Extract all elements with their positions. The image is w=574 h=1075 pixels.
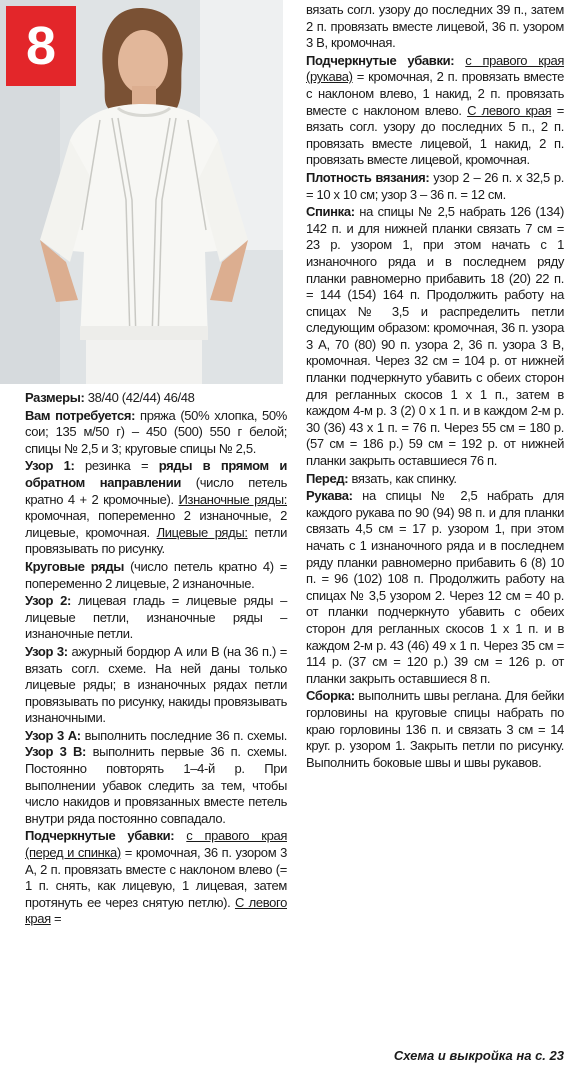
pattern3a-label: Узор 3 А: bbox=[25, 727, 81, 743]
front-text: вязать, как спинку. bbox=[348, 470, 457, 486]
pattern1-text-c: (число петель кратно 4 + 2 кромочные). bbox=[25, 474, 288, 507]
round-rows-text: (число петель кратно 4) = попеременно 2 лицевые, 2 изнаночные. bbox=[25, 558, 287, 591]
pattern1-text-d: кромочная, попеременно 2 изнаночные, 2 лицевые, кромочная. bbox=[25, 508, 287, 540]
sleeve-decreases-right-edge: с правого края (рукава) bbox=[306, 52, 565, 85]
assembly-text: выполнить швы реглана. Для бейки горловины на круговые спицы набрать по краю горловины 136 п. и связать 3 см = 14 круг. р. узором 1. Закрыть петли по рисунку. Выполнить боковые швы и швы рукавов. bbox=[306, 688, 564, 770]
pattern3a-text: выполнить последние 36 п. схемы. bbox=[80, 727, 287, 743]
decreases-text-a: = кромочная, 36 п. узором 3 А, 2 п. провязать вместе с наклоном влево (= 1 п. снять, как лицевую, 1 лицевая, затем протянуть ее через снятую петлю). bbox=[25, 845, 287, 910]
sizes-paragraph bbox=[25, 390, 287, 407]
assembly-label: Сборка: bbox=[306, 688, 355, 704]
pattern-number-badge: 8 bbox=[6, 6, 76, 86]
decreases-text-b: = bbox=[50, 911, 62, 927]
chart-reference-footer: Схема и выкройка на с. 23 bbox=[393, 1048, 564, 1063]
continuation-paragraph bbox=[306, 2, 564, 52]
sizes-label: Размеры: bbox=[25, 390, 85, 405]
decreases-left-edge: С левого края bbox=[25, 894, 287, 927]
pattern1-label: Узор 1: bbox=[25, 458, 75, 474]
back-text: на спицы № 2,5 набрать 126 (134) 142 п. и для нижней планки связать 7 см = 23 р. узором 1, при этом начать с 1 изнаночного ряда и в последнем ряду планки равномерно прибавить 18 (20) 22 п. = 144 (154) 164 п. Продолжить работу на спицах № 3,5 и распределить петли следующим образом: кромочная, 36 п. узора 3 А, 70 (80) 90 п. узора 2, 36 п. узора 3 В, кромочная. Через 32 см = 104 р. от нижней планки подчеркнуто убавить с обеих сторон для регланных скосов 1 х 1 п., затем в каждом 4-м р. 3 (2) 0 х 1 п. и в каждом 2-м р. 30 (36) 43 х 1 п. = 76 п. Через 55 см = 180 р. (57 см = 186 р.) 59 см = 192 р. от нижней планки закрыть оставшиеся 76 п. bbox=[306, 204, 564, 469]
decreases-label: Подчеркнутые убавки: bbox=[25, 828, 175, 844]
pattern2-label: Узор 2: bbox=[25, 593, 71, 609]
materials-paragraph bbox=[25, 408, 287, 458]
pattern1-paragraph bbox=[25, 458, 287, 558]
pattern1-text-a: резинка = bbox=[74, 458, 159, 474]
round-rows-paragraph bbox=[25, 559, 287, 592]
pattern1-text-e: петли провязывать по рисунку. bbox=[25, 524, 287, 557]
sleeve-decreases-text-b: = вязать согл. узору до последних 5 п., 2 п. провязать вместе лицевой, 1 накид, 2 п. провязать вместе лицевой, кромочная. bbox=[306, 102, 564, 168]
sleeve-decreases-paragraph bbox=[306, 53, 564, 169]
sleeve-decreases-label: Подчеркнутые убавки: bbox=[306, 52, 455, 68]
pattern3-label: Узор 3: bbox=[25, 643, 68, 659]
pattern3-paragraph bbox=[25, 644, 287, 727]
pattern1-rows-label: ряды в прямом и обратном направлении bbox=[25, 458, 287, 490]
materials-label: Вам потребуется: bbox=[25, 407, 136, 423]
pattern3ab-paragraph bbox=[25, 728, 287, 828]
back-label: Спинка: bbox=[306, 204, 355, 220]
sleeve-decreases-left-edge: С левого края bbox=[467, 102, 552, 118]
pattern2-paragraph bbox=[25, 593, 287, 643]
assembly-paragraph bbox=[306, 688, 564, 771]
decreases-right-edge: с правого края (перед и спинка) bbox=[25, 828, 288, 861]
sleeves-label: Рукава: bbox=[306, 488, 353, 504]
continuation-text: вязать согл. узору до последних 39 п., затем 2 п. провязать вместе лицевой, 36 п. узором 3 В, кромочная. bbox=[306, 2, 564, 51]
front-label: Перед: bbox=[306, 470, 349, 486]
sleeves-paragraph bbox=[306, 488, 564, 687]
round-rows-label: Круговые ряды bbox=[25, 558, 125, 574]
pattern3b-text: выполнить первые 36 п. схемы. Постоянно повторять 1–4-й р. При выполнении убавок следить за тем, чтобы число накидов и провязанных вместе петель внутри ряда постоянно совпадало. bbox=[25, 744, 287, 826]
pattern3b-label: Узор 3 В: bbox=[25, 744, 87, 760]
left-column bbox=[25, 390, 287, 929]
pattern3-text: ажурный бордюр А или В (на 36 п.) = вязать согл. схеме. На ней даны только лицевые ряды; в изнаночных рядах петли провязывать по рисунку, накиды провязывать изнаночными. bbox=[25, 643, 287, 726]
sizes-text: 38/40 (42/44) 46/48 bbox=[84, 390, 195, 405]
sleeve-decreases-text-a: = кромочная, 2 п. провязать вместе с наклоном влево, 1 накид, 2 п. провязать вместе с наклоном влево. bbox=[306, 69, 564, 118]
gauge-paragraph bbox=[306, 170, 564, 203]
sleeves-text: на спицы № 2,5 набрать для каждого рукава по 90 (94) 98 п. и для планки связать 4,5 см = 17 р. узором 1, при этом начать с 1 изнаночного ряда и в последнем ряду планки равномерно прибавить 6 (8) 10 п. = 96 (102) 108 п. Продолжить работу на спицах № 3,5 узором 2. Через 12 см = 40 р. от планки подчеркнуто убавить с обеих сторон для регланных скосов 1 х 1 п. и в каждом 2-м р. 43 (46) 49 х 1 п. Через 35 см = 114 р. (37 см = 120 р.) 39 см = 126 р. от планки закрыть оставшиеся 8 п. bbox=[306, 488, 564, 686]
decreases-paragraph bbox=[25, 828, 287, 928]
front-paragraph bbox=[306, 471, 564, 488]
model-photo bbox=[0, 0, 283, 384]
gauge-label: Плотность вязания: bbox=[306, 169, 430, 185]
knit-rows-label: Лицевые ряды: bbox=[156, 524, 248, 540]
materials-text: пряжа (50% хлопка, 50% сои; 135 м/50 г) – 450 (500) 550 г белой; спицы № 2,5 и 3; круговые спицы № 2,5. bbox=[25, 407, 288, 456]
pattern2-text: лицевая гладь = лицевые ряды – лицевые петли, изнаночные ряды – изнаночные петли. bbox=[25, 593, 287, 642]
right-column bbox=[306, 2, 564, 772]
back-paragraph bbox=[306, 204, 564, 470]
purl-rows-label: Изнаночные ряды: bbox=[178, 491, 287, 507]
gauge-text: узор 2 – 26 п. х 32,5 р. = 10 х 10 см; узор 3 – 36 п. = 12 см. bbox=[306, 169, 565, 202]
